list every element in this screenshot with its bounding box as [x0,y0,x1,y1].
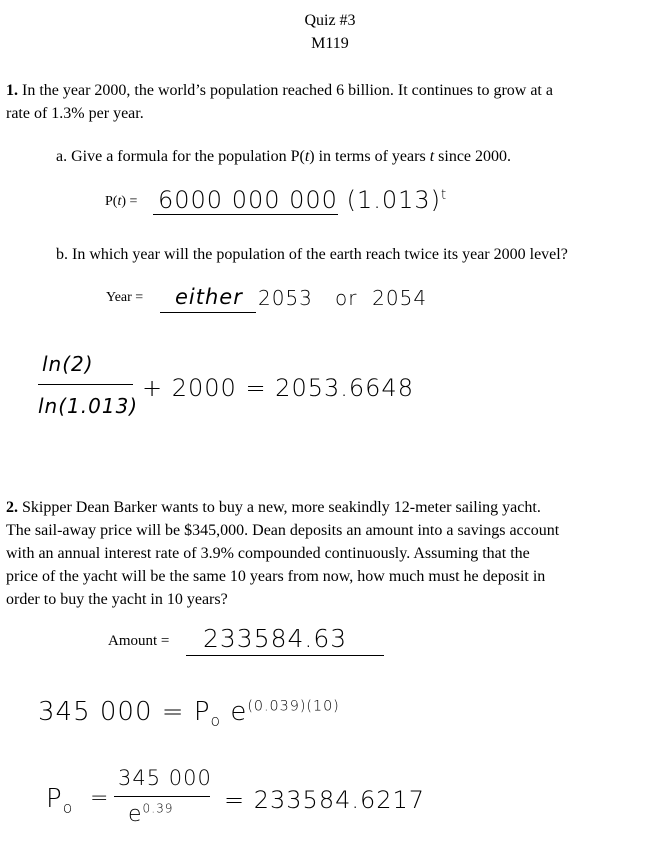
q1a-label-post: ) = [121,194,138,209]
q1a-prompt-post: since 2000. [434,148,512,165]
q2-work-exp: (0.039)(10) [247,698,340,715]
q1a-prompt-pre: a. Give a formula for the population P( [56,148,305,165]
q2-text-line2: The sail-away price will be $345,000. Dean deposits an amount into a savings account [6,522,560,539]
q1b-prompt: b. In which year will the population of the earth reach twice its year 2000 level? [56,246,568,263]
q2-work-lhs: 345 000 = P [38,697,211,727]
q2-text-line3: with an annual interest rate of 3.9% compounded continuously. Assuming that the [6,545,530,562]
q1a-label-pre: P( [105,194,118,209]
q1-work-denominator: ln(1.013) [38,394,139,418]
q1-work-numerator: ln(2) [42,352,94,376]
q1b-answer-underline [160,312,256,313]
q2-number: 2. [6,499,18,516]
q2-work-equation [38,697,340,731]
q2-work2-equals: = [90,786,110,811]
q2-work-p-sub: o [210,712,222,731]
q2-answer-underline [186,655,384,656]
q2-answer-label: Amount = [108,633,170,649]
q1a-prompt-var: t [304,148,310,165]
q1a-prompt [56,145,511,169]
quiz-title: Quiz #3 [304,12,356,29]
q1a-answer-label [105,194,137,210]
q1-work-result: + 2000 = 2053.6648 [142,374,414,402]
q2-work2-p [46,784,74,818]
q1a-answer-exp: t [441,188,448,203]
q1a-prompt-var2: t [429,148,435,165]
q1a-answer-underline [153,214,338,215]
q2-work2-denom-exp: 0.39 [142,801,174,816]
q1a-answer-base: 6000 000 000 (1.013) [158,186,442,214]
q1-number: 1. [6,82,18,99]
q2-work2-fraction-bar [114,796,210,797]
q2-work2-result: = 233584.6217 [224,786,426,814]
q1-text-line2: rate of 1.3% per year. [6,105,144,122]
q2-work2-denominator [128,802,173,827]
q1b-answer-years: 2053 or 2054 [258,286,428,310]
q1a-prompt-mid: ) in terms of years [309,148,430,165]
q1b-answer-label: Year = [106,290,144,305]
q2-text-line1 [6,496,541,520]
q1-text-line1 [6,79,553,103]
q1-line1: In the year 2000, the world’s population reached 6 billion. It continues to grow at a [22,82,553,99]
q2-work-e: e [221,697,248,727]
q2-line1: Skipper Dean Barker wants to buy a new, more seakindly 12-meter sailing yacht. [22,499,541,516]
q2-work2-denom-e: e [128,802,143,827]
q2-text-line4: price of the yacht will be the same 10 years from now, how much must he deposit in [6,568,546,585]
q2-handwritten-answer: 233584.63 [203,624,348,653]
q2-work2-numerator: 345 000 [118,766,212,790]
q1a-label-var: t [117,194,122,209]
course-code: M119 [311,35,349,52]
q1b-answer-word: either [175,285,243,309]
q2-work2-p-sub: o [62,799,74,818]
q1a-handwritten-answer [158,186,447,214]
q1-work-fraction-bar [38,384,133,385]
q2-text-line5: order to buy the yacht in 10 years? [6,591,228,608]
q2-work2-p-letter: P [46,784,63,814]
